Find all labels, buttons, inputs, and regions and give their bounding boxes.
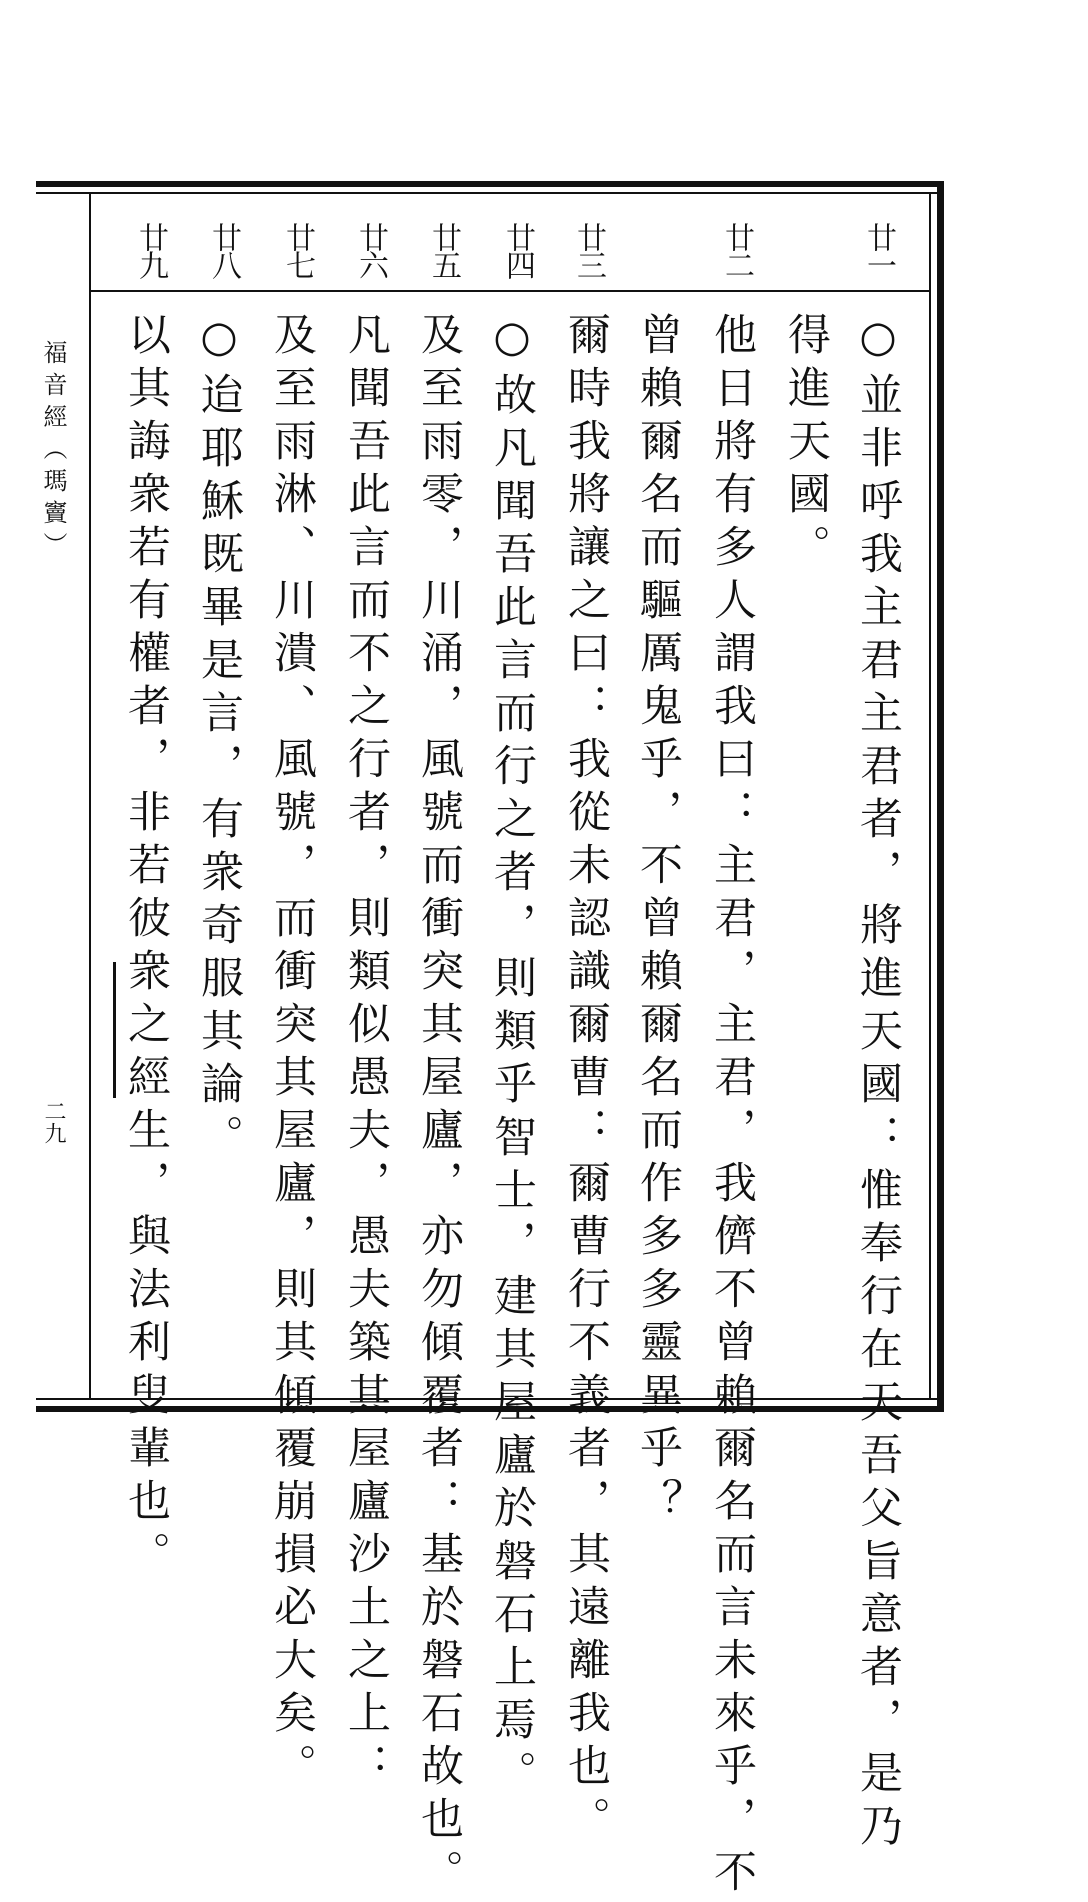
right-border-thick xyxy=(937,181,944,1412)
page-number: 二九 xyxy=(41,1100,66,1144)
verse-26-text: 凡聞吾此言而不之行者，則類似愚夫，愚夫築其屋廬沙土之上： xyxy=(341,312,391,1796)
verse-27-text: 及至雨淋、川潰、風號，而衝突其屋廬，則其傾覆崩損必大矣。 xyxy=(267,312,317,1796)
verse-21-continuation: 得進天國。 xyxy=(781,312,831,577)
verse-number-23: 廿三 xyxy=(571,222,606,278)
verse-number-21: 廿一 xyxy=(861,222,896,278)
verse-24-text: ○故凡聞吾此言而行之者，則類乎智士，建其屋廬於磐石上焉。 xyxy=(487,312,537,1803)
top-border-thick xyxy=(36,181,944,187)
verse-number-24: 廿四 xyxy=(500,222,535,278)
verse-29-text: 以其誨衆若有權者，非若彼衆之經生，與法利叟輩也。 xyxy=(121,312,171,1584)
verse-number-26: 廿六 xyxy=(353,222,388,278)
verse-21-text: ○並非呼我主君主君者，將進天國：惟奉行在天吾父旨意者，是乃 xyxy=(853,312,903,1856)
proper-noun-mark xyxy=(113,962,116,1098)
verse-23-text: 爾時我將讓之曰：我從未認識爾曹：爾曹行不義者，其遠離我也。 xyxy=(561,312,611,1849)
running-title: 福音經（瑪竇） xyxy=(39,340,67,564)
right-border-thin xyxy=(929,192,931,1400)
verse-number-27: 廿七 xyxy=(280,222,315,278)
verse-number-22: 廿二 xyxy=(719,222,754,278)
verse-25-text: 及至雨零，川涌，風號而衝突其屋廬，亦勿傾覆者：基於磐石故也。 xyxy=(414,312,464,1902)
verse-22-text: 他日將有多人謂我曰：主君，主君，我儕不曾賴爾名而言未來乎，不 xyxy=(707,312,757,1902)
verse-number-28: 廿八 xyxy=(206,222,241,278)
verse-28-text: ○迨耶穌既畢是言，有衆奇服其論。 xyxy=(194,312,244,1167)
inner-left-border xyxy=(89,192,91,1400)
top-border-thin xyxy=(36,192,944,194)
verse-22-continuation: 曾賴爾名而驅厲鬼乎，不曾賴爾名而作多多靈異乎？ xyxy=(633,312,683,1531)
verse-number-29: 廿九 xyxy=(133,222,168,278)
verse-number-25: 廿五 xyxy=(426,222,461,278)
verse-number-divider xyxy=(89,290,931,292)
